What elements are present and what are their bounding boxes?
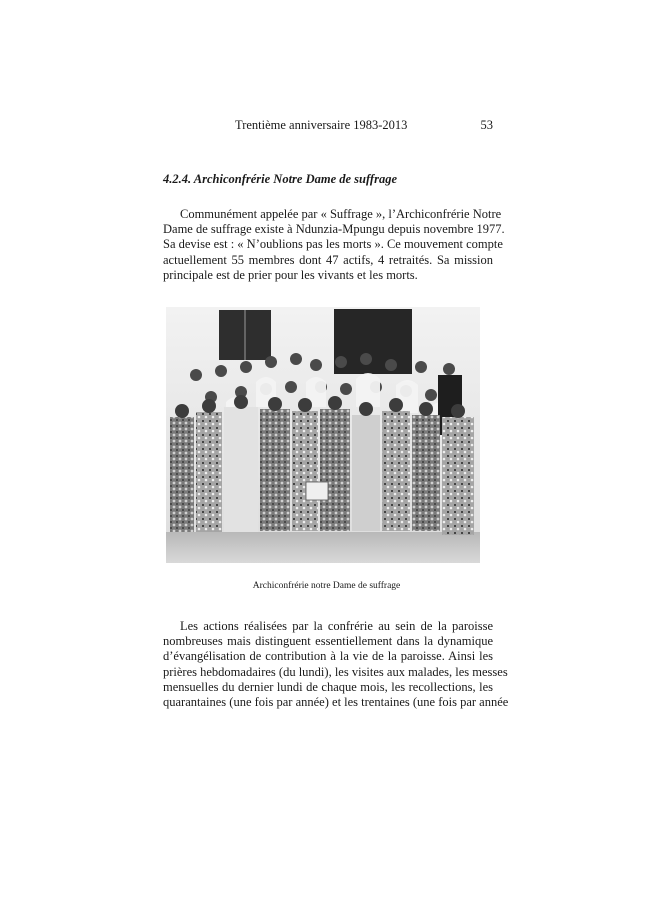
- paragraph-actions: [163, 619, 509, 710]
- text-line: principale est de prier pour les vivants et les morts.: [163, 267, 418, 282]
- paragraph-intro: [163, 207, 505, 283]
- section-heading: 4.2.4. Archiconfrérie Notre Dame de suffrage: [163, 172, 398, 186]
- running-title: Trentième anniversaire 1983-2013: [235, 118, 408, 132]
- figure-caption: Archiconfrérie notre Dame de suffrage: [252, 581, 401, 591]
- group-photo: [166, 307, 480, 563]
- text-line: d’évangélisation de contribution à la vie de la paroisse. Ainsi les: [163, 649, 493, 664]
- text-line: quarantaines (une fois par année) et les trentaines (une fois par année: [163, 695, 509, 710]
- text-line: Sa devise est : « N’oublions pas les morts ». Ce mouvement compte: [163, 237, 503, 252]
- text-line: nombreuses mais distinguent essentiellement dans la dynamique: [163, 634, 493, 649]
- text-line: Communément appelée par « Suffrage », l’Archiconfrérie Notre: [180, 207, 502, 221]
- text-line: mensuelles du dernier lundi de chaque mois, les recollections, les: [163, 679, 493, 694]
- text-line: Dame de suffrage existe à Ndunzia-Mpungu depuis novembre 1977.: [163, 222, 505, 237]
- text-line: Les actions réalisées par la confrérie au sein de la paroisse: [180, 619, 493, 633]
- text-line: actuellement 55 membres dont 47 actifs, 4 retraités. Sa mission: [163, 252, 493, 267]
- page-number: 53: [480, 118, 493, 132]
- text-line: prières hebdomadaires (du lundi), les visites aux malades, les messes: [163, 664, 508, 679]
